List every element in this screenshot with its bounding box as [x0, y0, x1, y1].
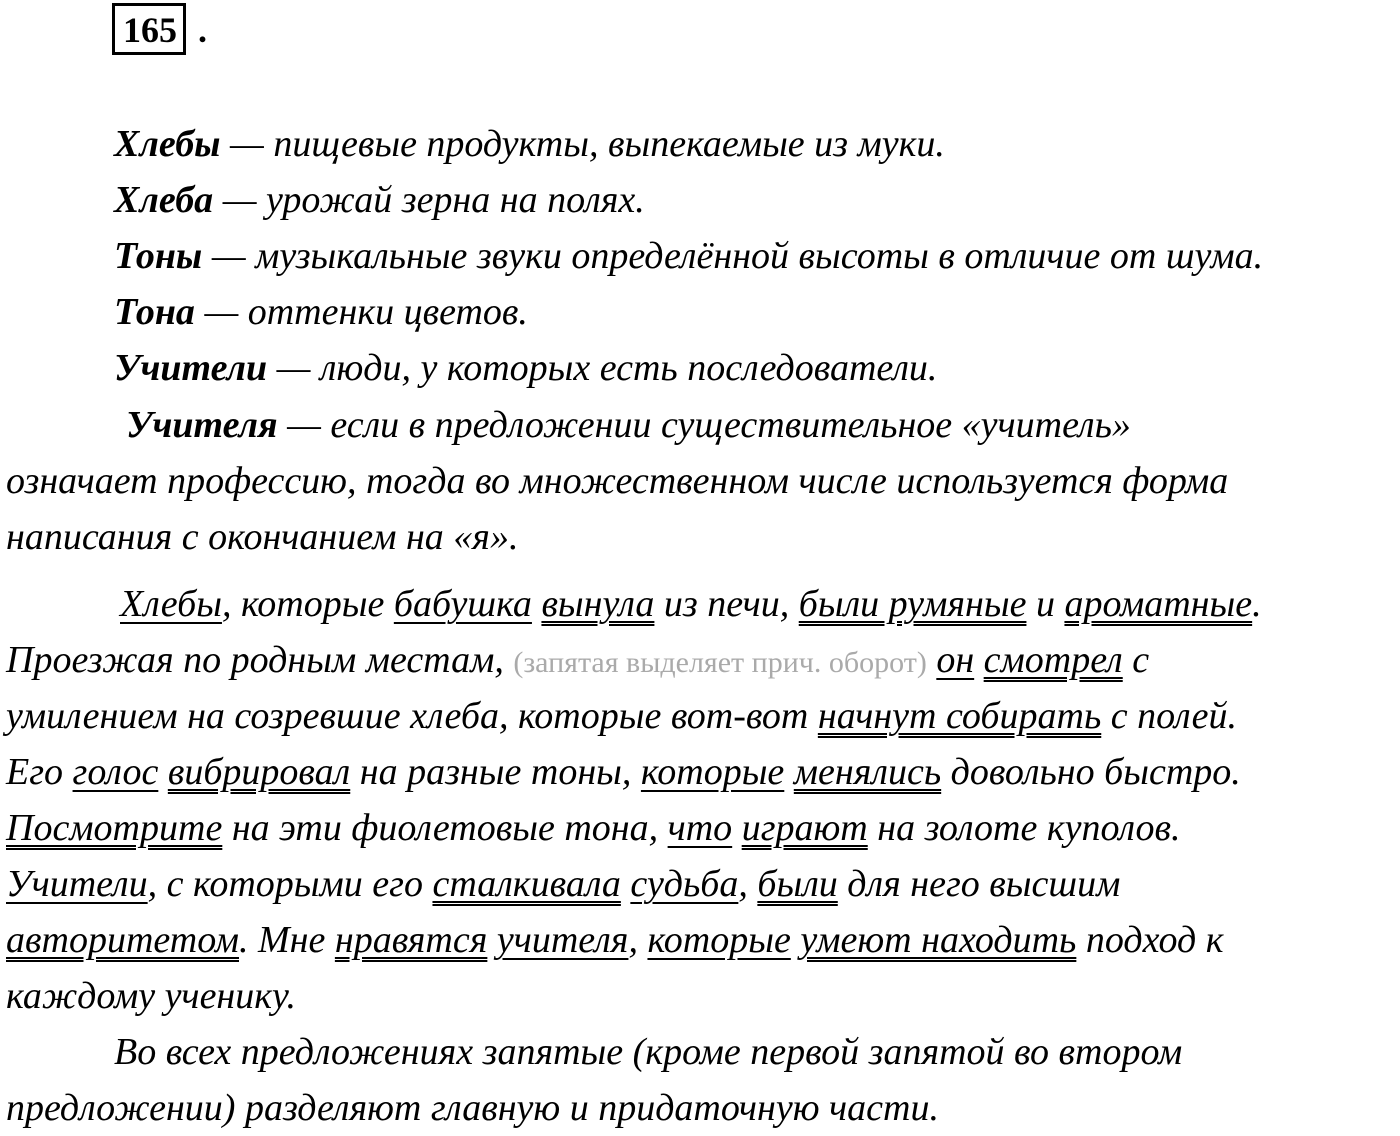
- text-fragment: умилением на созревшие хлеба, которые вот-вот: [6, 695, 818, 737]
- conclusion-line: предложении) разделяют главную и придаточную части.: [6, 1087, 939, 1129]
- definition-term: Хлебы: [114, 123, 221, 165]
- definition-text: — оттенки цветов.: [194, 291, 528, 333]
- subject-word: Учители: [6, 863, 148, 905]
- predicate-word: авторитетом: [6, 919, 239, 961]
- analysis-line: [6, 968, 296, 1024]
- text-fragment: на золоте куполов.: [867, 807, 1181, 849]
- definition-line: [114, 172, 645, 228]
- predicate-word: Посмотрите: [6, 807, 223, 849]
- text-fragment: [791, 919, 801, 961]
- definition-term: Учителя: [126, 404, 278, 446]
- text-fragment: [974, 639, 984, 681]
- predicate-word: были румяные: [798, 583, 1027, 625]
- text-fragment: [621, 863, 631, 905]
- text-fragment: из печи,: [654, 583, 799, 625]
- predicate-word: вынула: [541, 583, 655, 625]
- exercise-number-text: 165: [123, 10, 177, 50]
- exercise-number: [112, 3, 186, 55]
- definition-line: [114, 228, 1263, 284]
- text-fragment: [732, 807, 742, 849]
- definition-continuation: написания с окончанием на «я».: [6, 516, 519, 558]
- text-fragment: [927, 639, 937, 681]
- subject-word: судьба: [630, 863, 739, 905]
- predicate-word: были: [757, 863, 838, 905]
- analysis-line: [120, 576, 1262, 632]
- predicate-word: играют: [741, 807, 868, 849]
- subject-word: бабушка: [393, 583, 532, 625]
- text-fragment: и: [1026, 583, 1065, 625]
- text-fragment: каждому ученику.: [6, 975, 297, 1017]
- text-fragment: ,: [738, 863, 758, 905]
- text-fragment: Его: [6, 751, 73, 793]
- text-fragment: . Мне: [239, 919, 335, 961]
- subject-word: которые: [647, 919, 791, 961]
- subject-word: учителя: [496, 919, 629, 961]
- definition-text: — музыкальные звуки определённой высоты в отличие от шума.: [202, 235, 1264, 277]
- text-fragment: [532, 583, 542, 625]
- subject-word: голос: [72, 751, 159, 793]
- predicate-word: начнут собирать: [817, 695, 1102, 737]
- definition-text: — если в предложении существительное «учитель»: [277, 404, 1131, 446]
- definition-line: [126, 397, 1131, 453]
- analysis-line: [6, 800, 1181, 856]
- text-fragment: довольно быстро.: [941, 751, 1241, 793]
- analysis-line: [6, 912, 1223, 968]
- text-fragment: ,: [628, 919, 648, 961]
- analysis-line: [6, 688, 1237, 744]
- subject-word: Хлебы: [120, 583, 222, 625]
- definition-line: [114, 116, 945, 172]
- text-fragment: для него высшим: [837, 863, 1121, 905]
- predicate-word: сталкивала: [432, 863, 621, 905]
- comma-note: (запятая выделяет прич. оборот): [513, 646, 927, 679]
- text-fragment: , с которыми его: [147, 863, 433, 905]
- subject-word: которые: [640, 751, 785, 793]
- definition-term: Тона: [114, 291, 195, 333]
- conclusion-line: Во всех предложениях запятые (кроме первой запятой во втором: [114, 1031, 1183, 1073]
- text-fragment: с полей.: [1101, 695, 1238, 737]
- text-fragment: на разные тоны,: [350, 751, 641, 793]
- definition-text: — урожай зерна на полях.: [213, 179, 645, 221]
- definition-term: Тоны: [114, 235, 203, 277]
- text-fragment: [784, 751, 794, 793]
- analysis-line: [6, 744, 1241, 800]
- definition-text: — пищевые продукты, выпекаемые из муки.: [220, 123, 945, 165]
- text-fragment: на эти фиолетовые тона,: [222, 807, 668, 849]
- definition-term: Хлеба: [114, 179, 214, 221]
- predicate-word: умеют находить: [800, 919, 1077, 961]
- analysis-line: [6, 632, 1149, 691]
- subject-word: он: [936, 639, 975, 681]
- text-fragment: [158, 751, 168, 793]
- exercise-number-dot: .: [198, 10, 207, 50]
- text-fragment: с: [1122, 639, 1150, 681]
- definition-continuation: означает профессию, тогда во множественном числе используется форма: [6, 460, 1229, 502]
- definition-line: [114, 340, 937, 396]
- definition-line: [114, 284, 528, 340]
- definition-term: Учители: [114, 347, 268, 389]
- text-fragment: Проезжая по родным местам,: [6, 639, 514, 681]
- text-fragment: [487, 919, 497, 961]
- analysis-line: [6, 856, 1120, 912]
- predicate-word: менялись: [793, 751, 942, 793]
- predicate-word: нравятся: [334, 919, 488, 961]
- predicate-word: ароматные: [1064, 583, 1253, 625]
- text-fragment: , которые: [221, 583, 394, 625]
- text-fragment: подход к: [1076, 919, 1224, 961]
- text-fragment: .: [1252, 583, 1262, 625]
- predicate-word: смотрел: [983, 639, 1123, 681]
- definition-text: — люди, у которых есть последователи.: [267, 347, 938, 389]
- subject-word: что: [667, 807, 733, 849]
- predicate-word: вибрировал: [167, 751, 351, 793]
